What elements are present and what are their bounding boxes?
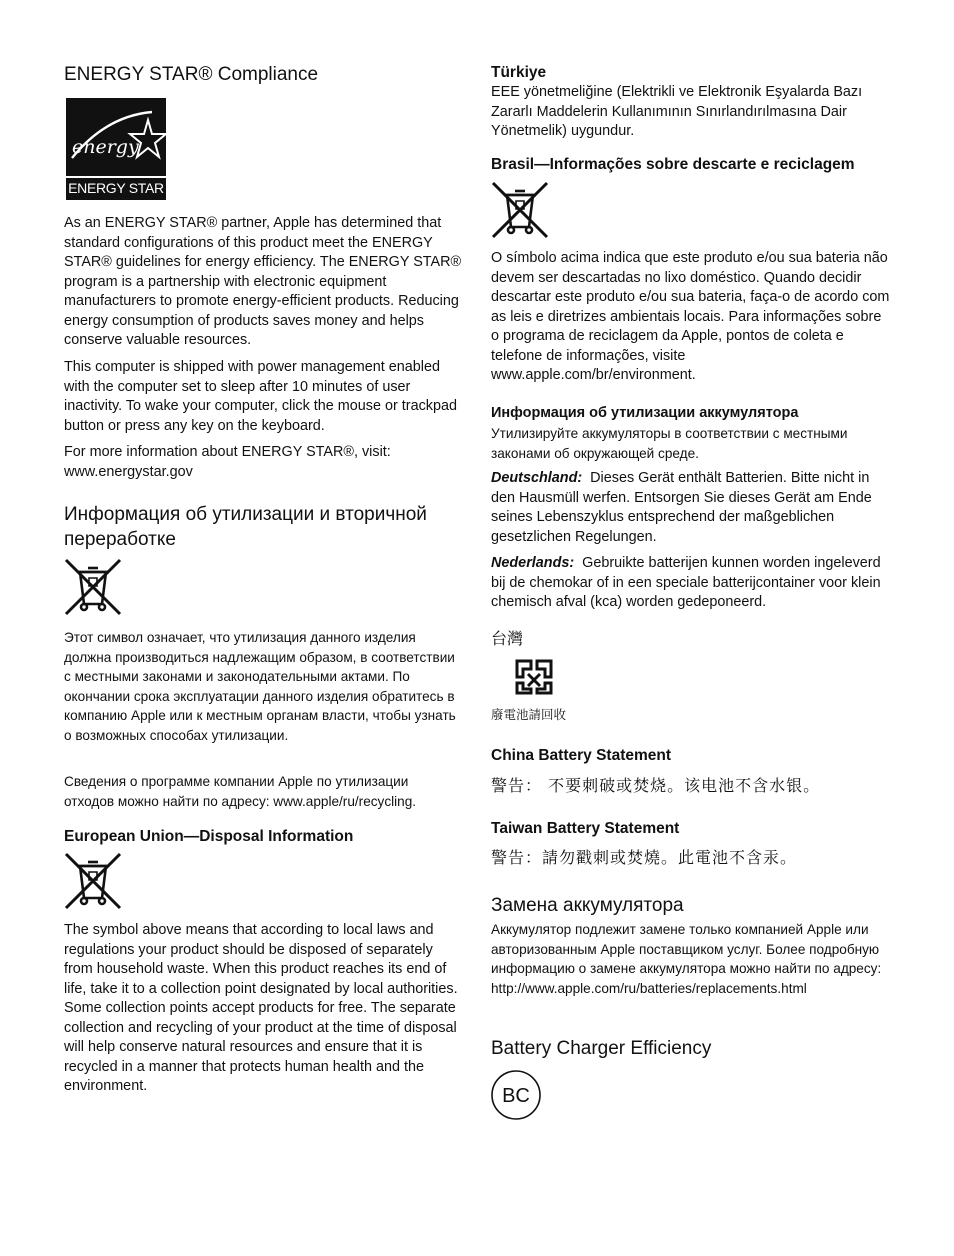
charger-heading: Battery Charger Efficiency xyxy=(491,1038,712,1059)
taiwan-recycle-caption: 廢電池請回收 xyxy=(491,707,567,722)
taiwan-recycle-heading: 台灣 xyxy=(491,629,524,648)
deutschland-paragraph xyxy=(491,469,891,547)
deutschland-text: Dieses Gerät enthält Batterien. Bitte nicht in den Hausmüll werfen. Entsorgen Sie dieses Gerät am Ende seines Lebenszyklus entsprechend der maßgeblichen gesetzlichen Regelungen. xyxy=(491,470,872,545)
ru-disposal-paragraph-1: Этот символ означает, что утилизация данного изделия должна производиться надлежащим образом, в соответствии с местными законами и законодательными актами. По окончании срока эксплуатации данного изделия обратитесь в компанию Apple или к местным органам власти, чтобы узнать о возможных способах утилизации. xyxy=(64,630,456,743)
eu-disposal-paragraph: The symbol above means that according to local laws and regulations your product should be disposed of separately from household waste. When this product reaches its end of life, take it to a collection point designated by local authorities. Some collection points accept products for free. The separate collection and recycling of your product at the time of disposal will help conserve natural resources and ensure that it is recycled in a manner that protects human health and the environment. xyxy=(64,922,458,1094)
energy-star-heading: ENERGY STAR® Compliance xyxy=(64,64,319,85)
energy-star-icon xyxy=(66,98,166,176)
ru-disposal-paragraph-2: Сведения о программе компании Apple по утилизации отходов можно найти по адресу: www.apple/ru/recycling. xyxy=(64,774,417,809)
nederlands-text: Gebruikte batterijen kunnen worden ingeleverd bij de chemokar of in een speciale batterijcontainer voor klein chemisch afval (kca) worden gedeponeerd. xyxy=(491,555,881,610)
ru-disposal-heading: Информация об утилизации и вторичной переработке xyxy=(64,504,427,550)
ru-replacement-heading: Замена аккумулятора xyxy=(491,895,684,916)
taiwan-battery-text: 警告：請勿戳刺或焚燒。此電池不含汞。 xyxy=(491,848,798,867)
recycle-icon xyxy=(513,655,555,697)
crossed-bin-icon xyxy=(64,852,122,910)
ru-replacement-paragraph: Аккумулятор подлежит замене только компанией Apple или авторизованным Apple поставщиком услуг. Более подробную информацию о замене аккумулятора можно найти по адресу: http://www.apple.com/ru/batteries/replacements.html xyxy=(491,922,882,996)
energy-star-paragraph-2: This computer is shipped with power management enabled with the computer set to sleep after 10 minutes of user inactivity. To wake your computer, click the mouse or trackpad button or press any key on the keyboard. xyxy=(64,359,457,434)
turkiye-paragraph: EEE yönetmeliğine (Elektrikli ve Elektronik Eşyalarda Bazı Zararlı Maddelerin Kullanımının Sınırlandırılmasına Dair Yönetmelik) uygundur. xyxy=(491,84,863,139)
china-battery-text: 警告： 不要刺破或焚烧。该电池不含水银。 xyxy=(491,776,821,795)
crossed-bin-icon xyxy=(491,181,549,239)
taiwan-battery-heading: Taiwan Battery Statement xyxy=(491,820,680,837)
energy-star-logo xyxy=(66,98,166,200)
ru-battery-heading: Информация об утилизации аккумулятора xyxy=(491,405,799,421)
eu-disposal-heading: European Union—Disposal Information xyxy=(64,828,354,845)
deutschland-label: Deutschland: xyxy=(491,470,583,486)
nederlands-paragraph xyxy=(491,554,891,613)
china-battery-heading: China Battery Statement xyxy=(491,747,672,764)
energy-star-paragraph-1: As an ENERGY STAR® partner, Apple has determined that standard configurations of this product meet the ENERGY STAR® guidelines for energy efficiency. The ENERGY STAR® program is a partnership with electronic equipment manufacturers to promote energy-efficient products. Reducing energy consumption of products saves money and helps conserve valuable resources. xyxy=(64,215,462,348)
brasil-paragraph: O símbolo acima indica que este produto e/ou sua bateria não devem ser descartadas no lixo doméstico. Quando decidir descartar este produto e/ou sua bateria, faça-o de acordo com as leis e diretrizes ambientais locais. Para informações sobre o programa de reciclagem da Apple, pontos de coleta e telefone de informações, visite www.apple.com/br/environment. xyxy=(491,250,890,383)
brasil-heading: Brasil—Informações sobre descarte e reciclagem xyxy=(491,156,855,173)
turkiye-heading: Türkiye xyxy=(491,64,547,81)
bc-icon-label: BC xyxy=(502,1085,530,1107)
ru-battery-paragraph: Утилизируйте аккумуляторы в соответствии с местными законами об окружающей среде. xyxy=(491,426,848,461)
energy-script: energy xyxy=(72,136,139,158)
nederlands-label: Nederlands: xyxy=(491,555,575,571)
crossed-bin-icon xyxy=(64,558,122,616)
energy-star-paragraph-3: For more information about ENERGY STAR®, visit: www.energystar.gov xyxy=(64,444,391,480)
energy-star-logo-label: ENERGY STAR xyxy=(66,176,166,200)
bc-icon xyxy=(490,1069,544,1123)
